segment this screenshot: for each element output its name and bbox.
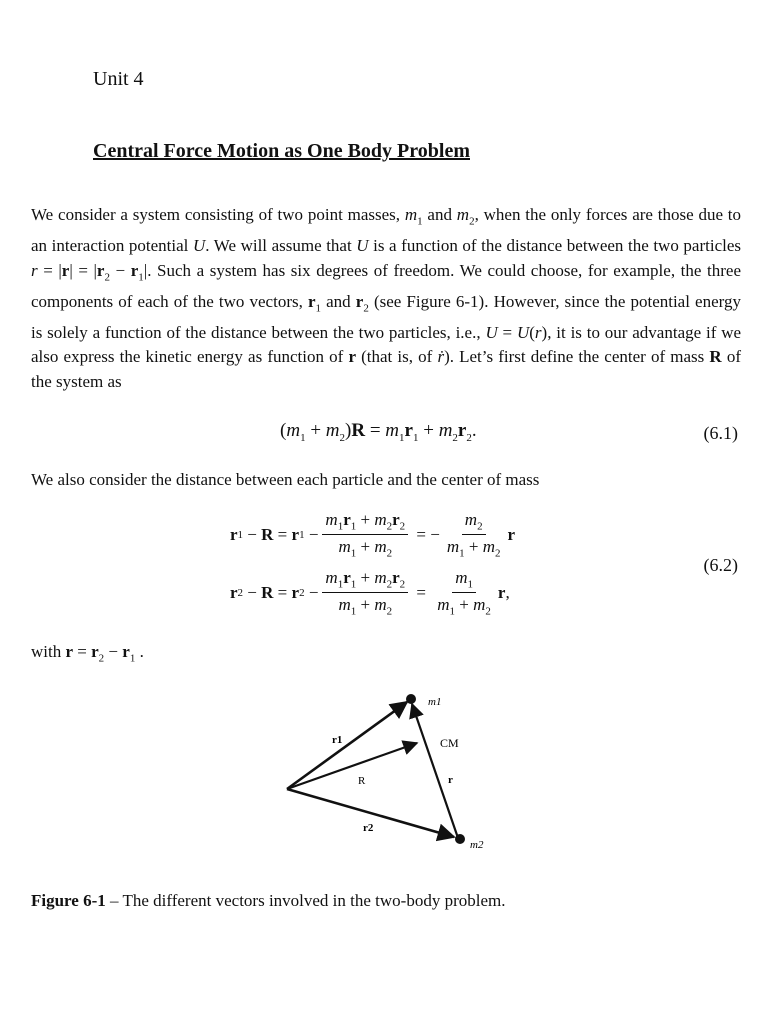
equation-6-2-line-2: r 2 − R = r 2 − $\frac{m_1r_1 + m_2r_2}{m_1 + m_2}$ = $\frac{m_1}{m_1 + m_2}$ r , [230, 568, 510, 618]
unit-label: Unit 4 [93, 68, 144, 90]
vector-r1 [287, 702, 407, 789]
label-m2: m2 [470, 839, 484, 851]
label-r1: r1 [332, 734, 343, 746]
equation-6-1: $(m_1 + m_2)R = m_1r_1 + m_2r_2$. [280, 420, 477, 444]
mass-1-point [406, 694, 416, 704]
equation-number-6-1: (6.1) [703, 423, 738, 443]
vector-R [287, 743, 417, 789]
vector-r [412, 704, 458, 838]
label-r: r [448, 774, 453, 786]
two-body-vector-diagram [270, 685, 510, 860]
center-of-mass-paragraph: We also consider the distance between each particle and the center of mass [31, 470, 540, 489]
relative-vector-definition: with $r = r_2 - r_1$ . [31, 642, 144, 665]
figure-caption: Figure 6-1 – The different vectors involved in the two-body problem. [31, 891, 506, 910]
label-cm: CM [440, 736, 459, 750]
label-r2: r2 [363, 822, 374, 834]
section-title: Central Force Motion as One Body Problem [93, 140, 470, 162]
equation-6-2-line-1: r 1 − R = r 1 − $\frac{m_1r_1 + m_2r_2}{m_1 + m_2}$ = − $\frac{m_2}{m_1 + m_2}$ r [230, 510, 516, 560]
label-R: R [358, 775, 366, 787]
equation-number-6-2: (6.2) [703, 555, 738, 575]
label-m1: m1 [428, 696, 442, 708]
intro-paragraph: We consider a system consisting of two point masses, $m_1$ and $m_2$, when the only forces are those due to an interaction potential U. We will assume that U is a function of the distance between the two particles $r = |r| = |r_2 - r_1|$. Such a system has six degrees of freedom. We could choose, for example, the three components of each of the two vectors, $r_1$ and $r_2$ (see Figure 6-1). However, since the potential energy is solely a function of the distance between the two particles, i.e., U = U(r), it is to our advantage if we also express the kinetic energy as function of r (that is, of ṙ). Let’s first define the center of mass R of the system as [31, 205, 742, 391]
mass-2-point [455, 834, 465, 844]
